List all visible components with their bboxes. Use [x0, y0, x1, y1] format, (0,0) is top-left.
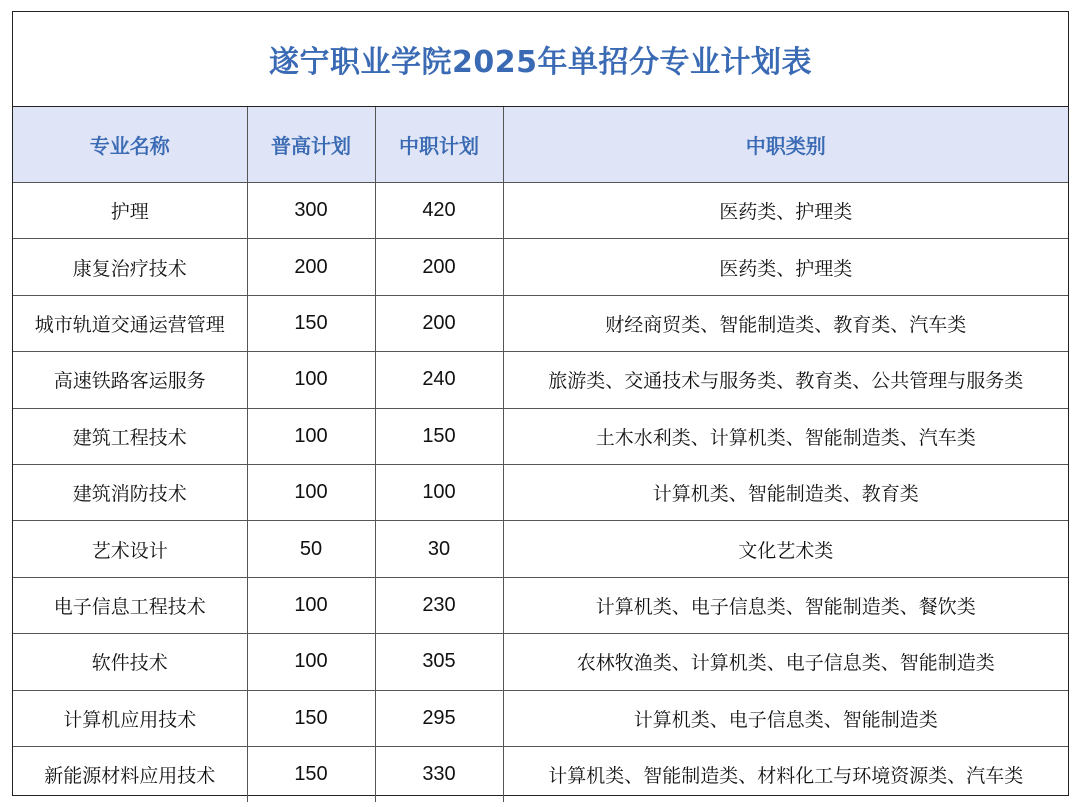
- general-plan-cell: 100: [247, 408, 375, 464]
- major-cell: 建筑消防技术: [13, 464, 247, 520]
- major-cell: 高速铁路客运服务: [13, 352, 247, 408]
- table-row: [13, 634, 1068, 690]
- vocational-plan-cell: 230: [375, 577, 503, 633]
- vocational-plan-cell: 30: [375, 521, 503, 577]
- major-cell: 城市轨道交通运营管理: [13, 295, 247, 351]
- table-row: [13, 408, 1068, 464]
- general-plan-cell: 150: [247, 746, 375, 802]
- vocational-categories-cell: 医药类、护理类: [503, 239, 1068, 295]
- vocational-plan-cell: 295: [375, 690, 503, 746]
- general-plan-cell: 100: [247, 577, 375, 633]
- vocational-categories-cell: 计算机类、智能制造类、材料化工与环境资源类、汽车类: [503, 746, 1068, 802]
- table-body: [13, 183, 1068, 803]
- column-header-vocational-categories: 中职类别: [503, 107, 1068, 183]
- vocational-categories-cell: 计算机类、智能制造类、教育类: [503, 464, 1068, 520]
- vocational-plan-cell: 330: [375, 746, 503, 802]
- vocational-plan-cell: 420: [375, 183, 503, 239]
- vocational-categories-cell: 旅游类、交通技术与服务类、教育类、公共管理与服务类: [503, 352, 1068, 408]
- vocational-plan-cell: 240: [375, 352, 503, 408]
- vocational-plan-cell: 200: [375, 295, 503, 351]
- vocational-plan-cell: 150: [375, 408, 503, 464]
- table-row: [13, 521, 1068, 577]
- vocational-categories-cell: 计算机类、电子信息类、智能制造类: [503, 690, 1068, 746]
- general-plan-cell: 150: [247, 690, 375, 746]
- vocational-categories-cell: 医药类、护理类: [503, 183, 1068, 239]
- general-plan-cell: 100: [247, 352, 375, 408]
- vocational-categories-cell: 文化艺术类: [503, 521, 1068, 577]
- table-row: [13, 464, 1068, 520]
- column-header-major: 专业名称: [13, 107, 247, 183]
- vocational-categories-cell: 土木水利类、计算机类、智能制造类、汽车类: [503, 408, 1068, 464]
- table-row: [13, 295, 1068, 351]
- general-plan-cell: 100: [247, 634, 375, 690]
- vocational-categories-cell: 农林牧渔类、计算机类、电子信息类、智能制造类: [503, 634, 1068, 690]
- major-cell: 电子信息工程技术: [13, 577, 247, 633]
- vocational-categories-cell: 计算机类、电子信息类、智能制造类、餐饮类: [503, 577, 1068, 633]
- general-plan-cell: 100: [247, 464, 375, 520]
- major-cell: 护理: [13, 183, 247, 239]
- table-header: [13, 107, 1068, 183]
- general-plan-cell: 50: [247, 521, 375, 577]
- general-plan-cell: 300: [247, 183, 375, 239]
- major-cell: 新能源材料应用技术: [13, 746, 247, 802]
- plan-table: [13, 107, 1068, 802]
- table-row: [13, 577, 1068, 633]
- major-cell: 软件技术: [13, 634, 247, 690]
- vocational-plan-cell: 200: [375, 239, 503, 295]
- column-header-general-plan: 普高计划: [247, 107, 375, 183]
- plan-table-sheet: [12, 11, 1069, 796]
- header-row: [13, 107, 1068, 183]
- vocational-plan-cell: 100: [375, 464, 503, 520]
- major-cell: 计算机应用技术: [13, 690, 247, 746]
- page-title: 遂宁职业学院2025年单招分专业计划表: [269, 45, 812, 80]
- table-row: [13, 352, 1068, 408]
- table-row: [13, 746, 1068, 802]
- major-cell: 艺术设计: [13, 521, 247, 577]
- title-bar: [13, 12, 1068, 107]
- general-plan-cell: 150: [247, 295, 375, 351]
- table-row: [13, 239, 1068, 295]
- major-cell: 建筑工程技术: [13, 408, 247, 464]
- column-header-vocational-plan: 中职计划: [375, 107, 503, 183]
- vocational-plan-cell: 305: [375, 634, 503, 690]
- vocational-categories-cell: 财经商贸类、智能制造类、教育类、汽车类: [503, 295, 1068, 351]
- general-plan-cell: 200: [247, 239, 375, 295]
- major-cell: 康复治疗技术: [13, 239, 247, 295]
- table-row: [13, 183, 1068, 239]
- table-row: [13, 690, 1068, 746]
